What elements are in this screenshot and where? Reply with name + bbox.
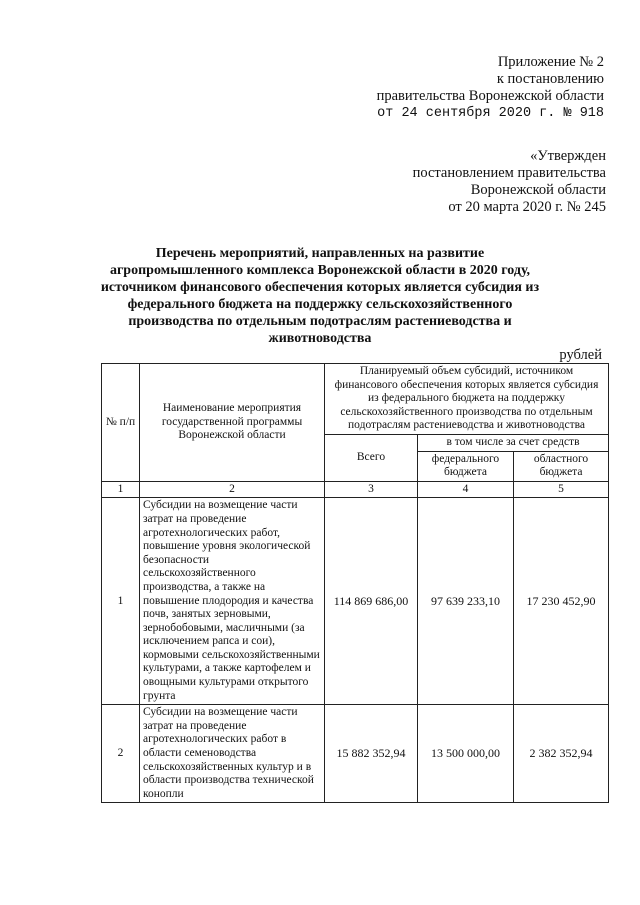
row-total: 114 869 686,00 [325,498,418,705]
approved-region: Воронежской области [470,182,606,198]
column-number: 5 [514,481,609,498]
appendix-issuer: правительства Воронежской области [376,88,604,104]
row-total: 15 882 352,94 [325,705,418,803]
header-name: Наименование мероприятия государственной программы Воронежской области [140,364,325,482]
appendix-block [377,54,604,122]
column-number: 3 [325,481,418,498]
header-planned: Планируемый объем субсидий, источником финансового обеспечения которых является субсидия из федерального бюджета на поддержку сельскохозяйственного производства по отдельным подотраслям растениеводства и животноводства [325,364,609,435]
header-including: в том числе за счет средств [418,434,609,451]
column-number-row [102,481,609,498]
column-number: 4 [418,481,514,498]
appendix-date: от 24 сентября 2020 г. № 918 [377,106,604,121]
row-regional: 2 382 352,94 [514,705,609,803]
document-title: Перечень мероприятий, направленных на развитие агропромышленного комплекса Воронежской области в 2020 году, источником финансового обеспечения которых является субсидия из федерального бюджета на поддержку сельскохозяйственного производства по отдельным подотраслям растениеводства и животноводства [100,246,540,346]
approved-date: от 20 марта 2020 г. № 245 [448,199,606,215]
appendix-ref: к постановлению [496,71,604,87]
table-row [102,705,609,803]
approved-block [413,148,606,216]
row-number: 2 [102,705,140,803]
appendix-title: Приложение № 2 [497,54,604,70]
row-federal: 13 500 000,00 [418,705,514,803]
row-name: Субсидии на возмещение части затрат на проведение агротехнологических работ, повышение уровня экологической безопасности сельскохозяйственного производства, а также на повышение плодородия и качества почв, занятых зерновыми, зернобобовыми, масличными (за исключением рапса и сои), кормовыми сельскохозяйственными культурами, а также картофелем и овощными культурами открытого грунта [140,498,325,705]
header-regional: областного бюджета [514,451,609,481]
header-total: Всего [325,434,418,481]
header-number: № п/п [102,364,140,482]
column-number: 2 [140,481,325,498]
header-federal: федерального бюджета [418,451,514,481]
table-row [102,498,609,705]
approved-title: «Утвержден [530,148,606,164]
approved-by: постановлением правительства [412,165,606,181]
column-number: 1 [102,481,140,498]
row-federal: 97 639 233,10 [418,498,514,705]
row-number: 1 [102,498,140,705]
row-regional: 17 230 452,90 [514,498,609,705]
subsidy-table [101,363,609,803]
row-name: Субсидии на возмещение части затрат на проведение агротехнологических работ в области семеноводства сельскохозяйственных культур и в области производства технической конопли [140,705,325,803]
units-label: рублей [559,347,602,363]
header-row [102,364,609,435]
